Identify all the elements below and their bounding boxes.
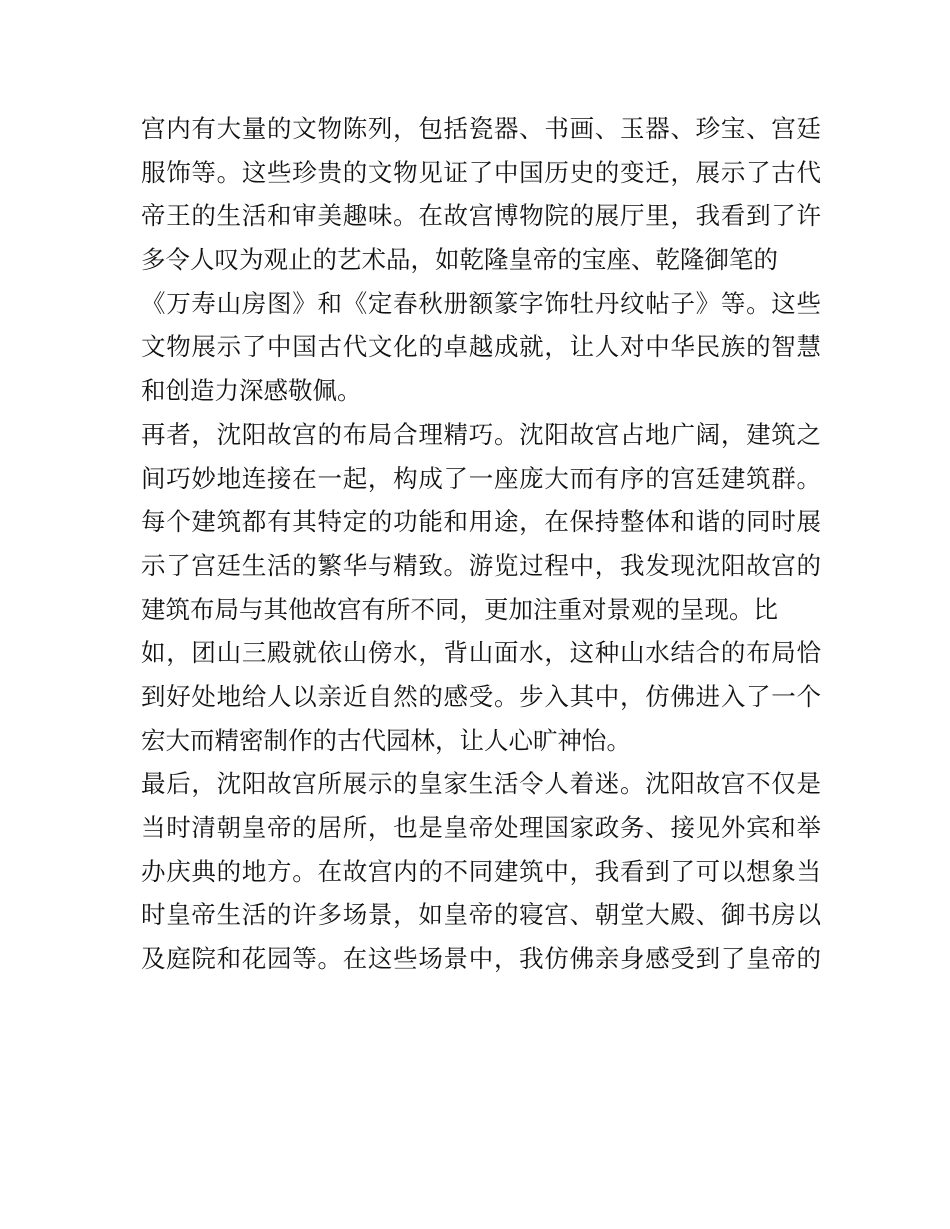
text-line: 宏大而精密制作的古代园林，让人心旷神怡。	[141, 725, 631, 755]
text-line: 《万寿山房图》和《定春秋册额篆字饰牡丹纹帖子》等。这些	[141, 288, 821, 318]
text-line: 时皇帝生活的许多场景，如皇帝的寝宫、朝堂大殿、御书房以	[141, 900, 821, 930]
text-line: 服饰等。这些珍贵的文物见证了中国历史的变迁，展示了古代	[141, 157, 821, 187]
text-line: 办庆典的地方。在故宫内的不同建筑中，我看到了可以想象当	[141, 856, 821, 886]
text-line: 和创造力深感敬佩。	[141, 376, 362, 406]
text-line: 间巧妙地连接在一起，构成了一座庞大而有序的宫廷建筑群。	[141, 463, 821, 493]
text-line: 文物展示了中国古代文化的卓越成就，让人对中华民族的智慧	[141, 332, 821, 362]
text-line: 宫内有大量的文物陈列，包括瓷器、书画、玉器、珍宝、宫廷	[141, 114, 821, 143]
text-line: 示了宫廷生活的繁华与精致。游览过程中，我发现沈阳故宫的	[141, 550, 821, 580]
text-line: 再者，沈阳故宫的布局合理精巧。沈阳故宫占地广阔，建筑之	[141, 419, 821, 449]
text-line: 到好处地给人以亲近自然的感受。步入其中，仿佛进入了一个	[141, 681, 821, 711]
paragraph-artifacts	[141, 107, 821, 413]
text-line: 及庭院和花园等。在这些场景中，我仿佛亲身感受到了皇帝的	[141, 944, 821, 974]
text-line: 帝王的生活和审美趣味。在故宫博物院的展厅里，我看到了许	[141, 201, 821, 231]
text-line: 最后，沈阳故宫所展示的皇家生活令人着迷。沈阳故宫不仅是	[141, 769, 821, 799]
text-line: 如，团山三殿就依山傍水，背山面水，这种山水结合的布局恰	[141, 638, 821, 668]
text-line: 每个建筑都有其特定的功能和用途，在保持整体和谐的同时展	[141, 507, 821, 537]
text-line: 当时清朝皇帝的居所，也是皇帝处理国家政务、接见外宾和举	[141, 813, 821, 842]
text-line: 建筑布局与其他故宫有所不同，更加注重对景观的呈现。比	[141, 594, 778, 624]
paragraph-royal-life	[141, 762, 821, 980]
paragraph-layout	[141, 413, 821, 763]
text-line: 多令人叹为观止的艺术品，如乾隆皇帝的宝座、乾隆御笔的	[141, 245, 778, 275]
body-text	[141, 107, 821, 981]
